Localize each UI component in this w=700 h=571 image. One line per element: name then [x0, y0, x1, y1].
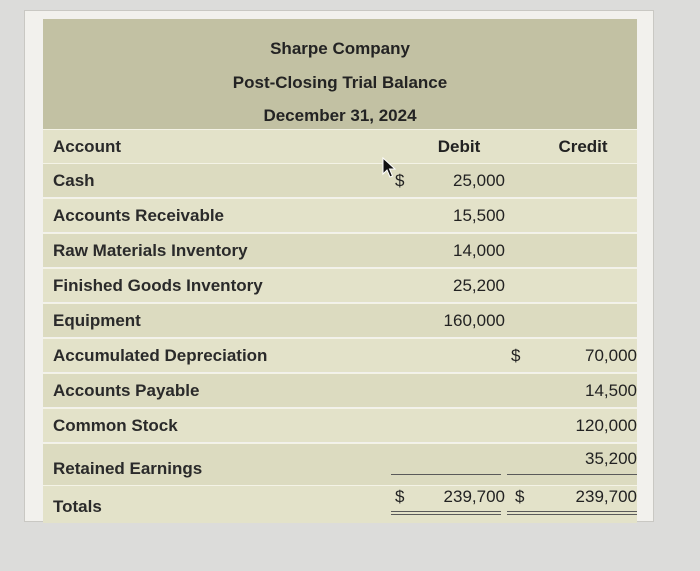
credit-subtotal-rule [507, 474, 637, 475]
table-row [43, 268, 637, 302]
debit-amount: 14,000 [453, 241, 505, 260]
totals-credit-amount: 239,700 [575, 487, 637, 506]
account-name: Accounts Payable [53, 381, 200, 400]
trial-balance-table [43, 19, 637, 523]
statement-header [43, 19, 637, 129]
table-row [43, 373, 637, 407]
account-name: Raw Materials Inventory [53, 241, 248, 260]
totals-credit-currency-sign: $ [515, 487, 525, 506]
debit-subtotal-rule [391, 474, 501, 475]
credit-amount: 120,000 [575, 416, 637, 435]
account-name: Retained Earnings [53, 459, 203, 478]
table-row [43, 338, 637, 372]
account-name: Cash [53, 171, 95, 190]
table-row [43, 443, 637, 485]
credit-column-header: Credit [558, 137, 608, 156]
debit-amount: 160,000 [443, 311, 505, 330]
account-name: Accumulated Depreciation [53, 346, 268, 365]
statement-title: Post-Closing Trial Balance [232, 73, 448, 92]
company-name: Sharpe Company [270, 39, 410, 58]
statement-date: December 31, 2024 [263, 106, 417, 125]
credit-currency-sign: $ [511, 346, 521, 365]
credit-amount: 35,200 [585, 449, 637, 468]
debit-total-double-rule [391, 511, 501, 515]
debit-amount: 25,200 [453, 276, 505, 295]
table-row [43, 408, 637, 442]
credit-amount: 70,000 [585, 346, 637, 365]
account-name: Accounts Receivable [53, 206, 225, 225]
totals-row [43, 485, 637, 523]
debit-amount: 15,500 [453, 206, 505, 225]
table-row [43, 303, 637, 337]
totals-debit-currency-sign: $ [395, 487, 405, 506]
totals-debit-amount: 239,700 [443, 487, 505, 506]
table-row [43, 233, 637, 267]
debit-currency-sign: $ [395, 171, 405, 190]
account-column-header: Account [53, 137, 121, 156]
worksheet-panel [24, 10, 654, 522]
table-row [43, 198, 637, 232]
account-name: Equipment [53, 311, 141, 330]
account-name: Common Stock [53, 416, 178, 435]
totals-label: Totals [53, 497, 102, 516]
credit-total-double-rule [507, 511, 637, 515]
column-header-row [43, 129, 637, 163]
mouse-pointer-icon [381, 157, 397, 179]
table-row [43, 163, 637, 197]
debit-column-header: Debit [437, 137, 481, 156]
debit-amount: 25,000 [453, 171, 505, 190]
account-name: Finished Goods Inventory [53, 276, 263, 295]
credit-amount: 14,500 [585, 381, 637, 400]
